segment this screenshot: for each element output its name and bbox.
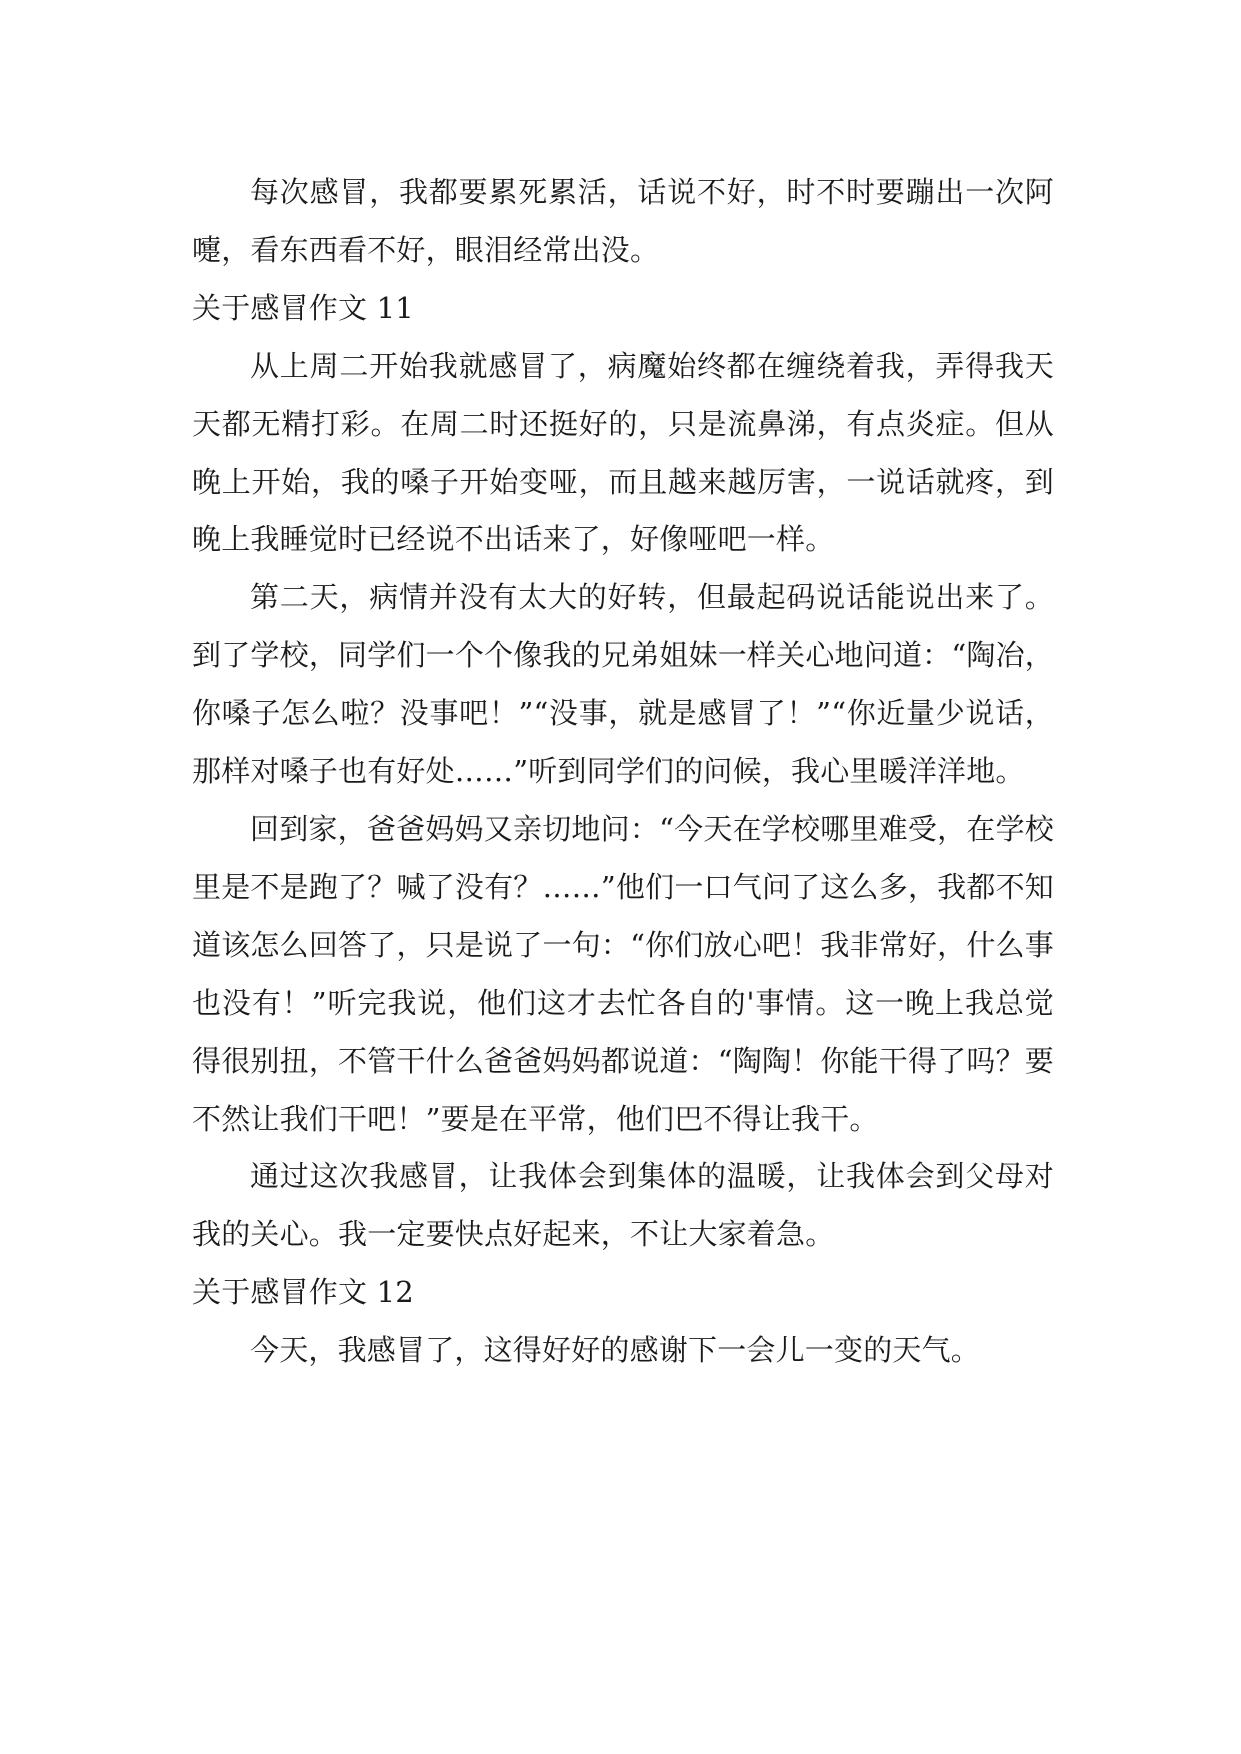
paragraph-essay11-3: 回到家，爸爸妈妈又亲切地问：“今天在学校哪里难受，在学校里是不是跑了？喊了没有？……”他们一口气问了这么多，我都不知道该怎么回答了，只是说了一句：“你们放心吧！我非常好，什么事也没有！”听完我说，他们这才去忙各自的'事情。这一晚上我总觉得很别扭，不管干什么爸爸妈妈都说道：“陶陶！你能干得了吗？要不然让我们干吧！”要是在平常，他们巴不得让我干。 [192,811,1054,1136]
paragraph-essay12-1: 今天，我感冒了，这得好好的感谢下一会儿一变的天气。 [250,1333,981,1368]
essay-heading-11: 关于感冒作文 11 [192,290,414,325]
paragraph-essay11-1: 从上周二开始我就感冒了，病魔始终都在缠绕着我，弄得我天天都无精打彩。在周二时还挺好的，只是流鼻涕，有点炎症。但从晚上开始，我的嗓子开始变哑，而且越来越厉害，一说话就疼，到晚上我睡觉时已经说不出话来了，好像哑吧一样。 [192,348,1054,557]
essay-heading-12: 关于感冒作文 12 [192,1275,414,1310]
paragraph-essay11-2: 第二天，病情并没有太大的好转，但最起码说话能说出来了。到了学校，同学们一个个像我的兄弟姐妹一样关心地问道：“陶冶，你嗓子怎么啦？没事吧！”“没事，就是感冒了！”“你近量少说话，那样对嗓子也有好处……”听到同学们的问候，我心里暖洋洋地。 [192,580,1054,789]
paragraph-essay11-4: 通过这次我感冒，让我体会到集体的温暖，让我体会到父母对我的关心。我一定要快点好起来，不让大家着急。 [192,1159,1054,1252]
paragraph-intro-cold: 每次感冒，我都要累死累活，话说不好，时不时要蹦出一次阿嚏，看东西看不好，眼泪经常出没。 [192,175,1054,267]
document-page [192,164,1054,1380]
